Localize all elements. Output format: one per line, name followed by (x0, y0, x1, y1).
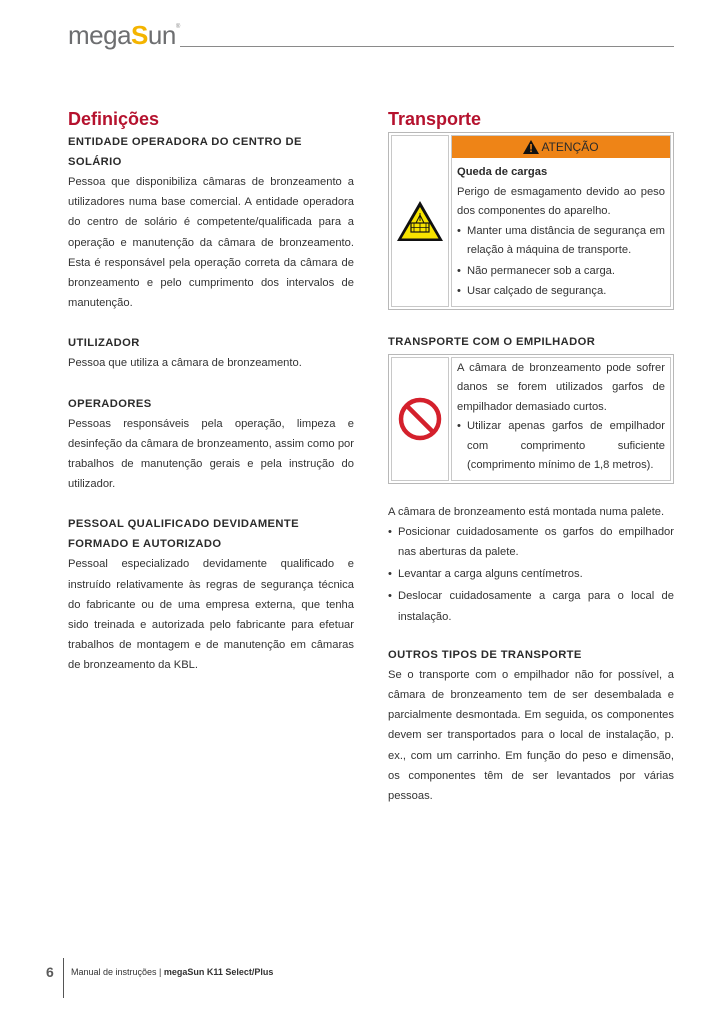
footer-caption (71, 967, 273, 977)
definition-heading: UTILIZADOR (68, 337, 140, 350)
forklift-bullet: • Posicionar cuidadosamente os garfos do empilhador nas aberturas da palete. (388, 522, 674, 562)
definition-heading: PESSOAL QUALIFICADO DEVIDAMENTE FORMADO E AUTORIZADO (68, 518, 299, 551)
warning-title: Queda de cargas (457, 166, 548, 178)
registered-mark: ® (175, 24, 180, 30)
transport-title: Transporte (388, 109, 482, 129)
forklift-bullet-list (388, 522, 674, 627)
attention-label: ATENÇÃO (541, 140, 599, 154)
exclamation-triangle-icon (523, 140, 539, 154)
forklift-bullet: • Levantar a carga alguns centímetros. (388, 564, 674, 584)
transport-column (388, 108, 674, 806)
warning-bullet: • Usar calçado de segurança. (457, 282, 665, 302)
warning-bullet: • Manter uma distância de segurança em relação à máquina de transporte. (457, 222, 665, 261)
other-transport-text: Se o transporte com o empilhador não for possível, a câmara de bronzeamento tem de ser desembalada e parcialmente desmontada. Em seguida, os componentes devem ser transportados para o local de instalação, p. ex., com um carrinho. Em função do peso e dimensão, os componentes têm de ser levantados por várias pessoas. (388, 668, 674, 802)
forklift-notice-box (388, 354, 674, 484)
page-number: 6 (46, 964, 54, 980)
forklift-bullet: • Deslocar cuidadosamente a carga para o local de instalação. (388, 586, 674, 626)
definition-text: Pessoa que disponibiliza câmaras de bronzeamento a utilizadores numa base comercial. A entidade operadora do centro de solário é competente/qualificada para a operação e manutenção da câmara de bronzeamento. Esta é responsável pela operação correta da câmara de bronzeamento e pelo cumprimento dos intervalos de manutenção. (68, 176, 354, 310)
definitions-title: Definições (68, 109, 160, 129)
megasun-logo (68, 20, 180, 51)
header-divider (180, 46, 674, 47)
notice-icon-cell (391, 357, 449, 481)
forklift-text: A câmara de bronzeamento está montada numa palete. (388, 505, 665, 518)
logo-text-prefix: mega (68, 20, 132, 50)
warning-text: Perigo de esmagamento devido ao peso dos componentes do aparelho. (457, 185, 665, 217)
footer-divider (63, 958, 64, 998)
prohibition-icon (398, 397, 442, 441)
warning-icon-cell (391, 135, 449, 307)
definition-text: Pessoas responsáveis pela operação, limpeza e desinfeção da câmara de bronzeamento, assim como por trabalhos de manutenção gerais e pela instrução do utilizador. (68, 417, 354, 491)
other-transport-heading: OUTROS TIPOS DE TRANSPORTE (388, 648, 582, 661)
suspended-load-warning-icon (395, 199, 445, 243)
definition-heading: ENTIDADE OPERADORA DO CENTRO DE SOLÁRIO (68, 136, 302, 168)
logo-text-suffix: un (147, 20, 176, 50)
page-header (68, 18, 674, 50)
definition-text: Pessoa que utiliza a câmara de bronzeamento. (68, 357, 302, 370)
notice-bullet-list (457, 417, 665, 476)
definition-heading: OPERADORES (68, 397, 152, 410)
attention-banner (452, 136, 670, 160)
forklift-heading: TRANSPORTE COM O EMPILHADOR (388, 335, 596, 348)
notice-bullet: • Utilizar apenas garfos de empilhador com comprimento suficiente (comprimento mínimo de 1,8 metros). (457, 417, 665, 476)
notice-text-cell (451, 357, 671, 481)
notice-text: A câmara de bronzeamento pode sofrer danos se forem utilizados garfos de empilhador demasiado curtos. (457, 361, 665, 413)
doc-label: Manual de instruções | (71, 967, 164, 977)
warning-text-cell (451, 135, 671, 307)
product-name: megaSun K11 Select/Plus (163, 967, 274, 977)
warning-box (388, 132, 674, 310)
logo-text-s: S (131, 20, 148, 50)
definitions-column (68, 108, 354, 676)
warning-bullet: • Não permanecer sob a carga. (457, 262, 665, 282)
warning-bullet-list (457, 222, 665, 302)
definition-text: Pessoal especializado devidamente qualificado e instruído relativamente às regras de segurança técnica do fabricante ou de uma empresa externa, que tenha sido treinada e autorizada pelo fabricante para efetuar trabalhos de montagem e de manutenção em câmaras de bronzeamento da KBL. (68, 558, 354, 672)
